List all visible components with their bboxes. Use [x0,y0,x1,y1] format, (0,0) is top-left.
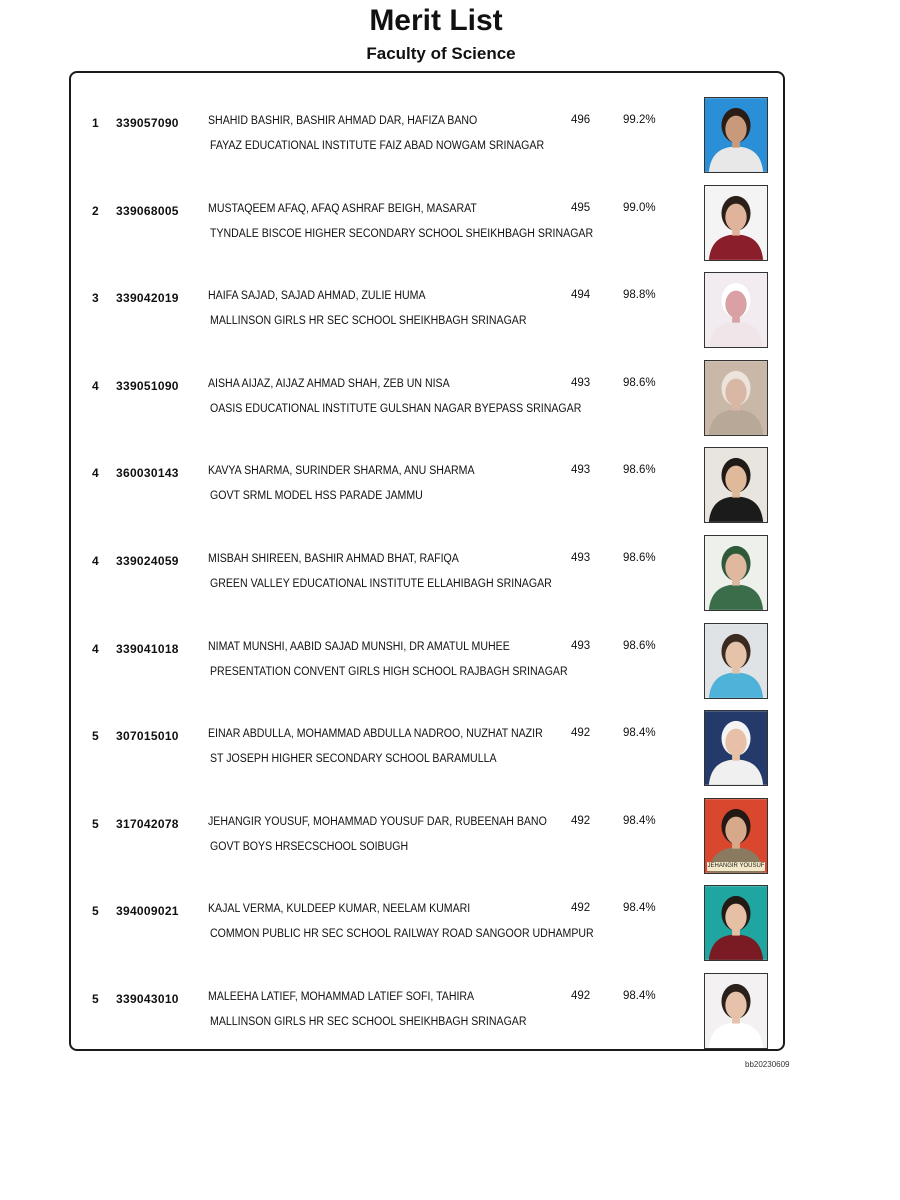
merit-entry-row [71,686,787,766]
merit-entry-row [71,73,787,153]
rank-number: 3 [92,291,99,306]
rank-number: 4 [92,554,99,568]
rank-number: 5 [92,904,99,919]
roll-number: 339043010 [116,992,179,1006]
percentage: 99.2% [623,114,656,126]
photo-caption: JEHANGIR YOUSUF [707,862,765,869]
merit-entry-row [71,949,787,1029]
rank-number: 4 [92,466,99,481]
student-parents-names: MISBAH SHIREEN, BASHIR AHMAD BHAT, RAFIQA [208,553,459,565]
school-name: GOVT BOYS HRSECSCHOOL SOIBUGH [210,840,409,853]
merit-entry-row [71,511,787,591]
roll-number: 339068005 [116,203,179,218]
student-parents-names: AISHA AIJAZ, AIJAZ AHMAD SHAH, ZEB UN NISA [208,377,450,390]
rank-number: 5 [92,992,99,1006]
student-parents-names: KAJAL VERMA, KULDEEP KUMAR, NEELAM KUMARI [208,903,471,916]
student-parents-names: EINAR ABDULLA, MOHAMMAD ABDULLA NADROO, NUZHAT NAZIR [208,728,543,741]
merit-entry-row [71,599,787,679]
school-name: OASIS EDUCATIONAL INSTITUTE GULSHAN NAGAR BYEPASS SRINAGAR [210,402,582,415]
merit-entry-row [71,861,787,941]
rank-number: 1 [92,116,99,130]
percentage: 98.4% [623,902,656,915]
student-parents-names: JEHANGIR YOUSUF, MOHAMMAD YOUSUF DAR, RUBEENAH BANO [208,815,547,828]
marks-obtained: 494 [571,289,591,302]
marks-obtained: 495 [571,201,591,214]
marks-obtained: 492 [571,902,591,915]
student-parents-names: MUSTAQEEM AFAQ, AFAQ ASHRAF BEIGH, MASARAT [208,202,477,215]
roll-number: 339051090 [116,378,179,393]
marks-obtained: 493 [571,639,591,652]
page-title: Merit List [369,4,503,37]
roll-number: 317042078 [116,816,179,831]
roll-number: 307015010 [116,729,179,744]
percentage: 98.6% [623,639,656,652]
percentage: 99.0% [623,201,656,214]
merit-list-frame [69,71,785,1051]
school-name: MALLINSON GIRLS HR SEC SCHOOL SHEIKHBAGH SRINAGAR [210,1016,527,1028]
school-name: ST JOSEPH HIGHER SECONDARY SCHOOL BARAMULLA [210,753,497,766]
student-photo [704,973,768,1049]
school-name: PRESENTATION CONVENT GIRLS HIGH SCHOOL RAJBAGH SRINAGAR [210,665,568,678]
roll-number: 394009021 [116,904,179,919]
document-code: bb20230609 [745,1060,790,1069]
roll-number: 339024059 [116,554,179,568]
student-parents-names: KAVYA SHARMA, SURINDER SHARMA, ANU SHARMA [208,465,475,478]
percentage: 98.4% [623,727,656,740]
student-parents-names: NIMAT MUNSHI, AABID SAJAD MUNSHI, DR AMATUL MUHEE [208,640,510,653]
marks-obtained: 492 [571,990,591,1002]
marks-obtained: 493 [571,376,591,389]
rank-number: 4 [92,641,99,656]
rank-number: 5 [92,816,99,831]
roll-number: 339042019 [116,291,179,306]
marks-obtained: 493 [571,552,591,564]
school-name: MALLINSON GIRLS HR SEC SCHOOL SHEIKHBAGH SRINAGAR [210,315,527,328]
rank-number: 2 [92,203,99,218]
marks-obtained: 493 [571,464,591,477]
marks-obtained: 492 [571,727,591,740]
school-name: TYNDALE BISCOE HIGHER SECONDARY SCHOOL SHEIKHBAGH SRINAGAR [210,227,594,240]
percentage: 98.4% [623,990,656,1002]
rank-number: 5 [92,729,99,744]
percentage: 98.4% [623,814,656,827]
student-parents-names: HAIFA SAJAD, SAJAD AHMAD, ZULIE HUMA [208,290,426,303]
percentage: 98.8% [623,289,656,302]
roll-number: 339057090 [116,116,179,130]
percentage: 98.6% [623,376,656,389]
school-name: GREEN VALLEY EDUCATIONAL INSTITUTE ELLAHIBAGH SRINAGAR [210,578,552,590]
merit-entry-row [71,248,787,328]
school-name: FAYAZ EDUCATIONAL INSTITUTE FAIZ ABAD NOWGAM SRINAGAR [210,140,545,152]
rank-number: 4 [92,378,99,393]
roll-number: 339041018 [116,641,179,656]
marks-obtained: 496 [571,114,591,126]
merit-entry-row [71,336,787,416]
school-name: GOVT SRML MODEL HSS PARADE JAMMU [210,490,423,503]
percentage: 98.6% [623,552,656,564]
merit-entry-row [71,161,787,241]
student-parents-names: SHAHID BASHIR, BASHIR AHMAD DAR, HAFIZA BANO [208,115,478,127]
student-parents-names: MALEEHA LATIEF, MOHAMMAD LATIEF SOFI, TAHIRA [208,991,475,1003]
page-subtitle: Faculty of Science [366,44,516,63]
marks-obtained: 492 [571,814,591,827]
merit-entry-row [71,423,787,503]
school-name: COMMON PUBLIC HR SEC SCHOOL RAILWAY ROAD SANGOOR UDHAMPUR [210,928,594,941]
percentage: 98.6% [623,464,656,477]
merit-entry-row [71,774,787,869]
roll-number: 360030143 [116,466,179,481]
